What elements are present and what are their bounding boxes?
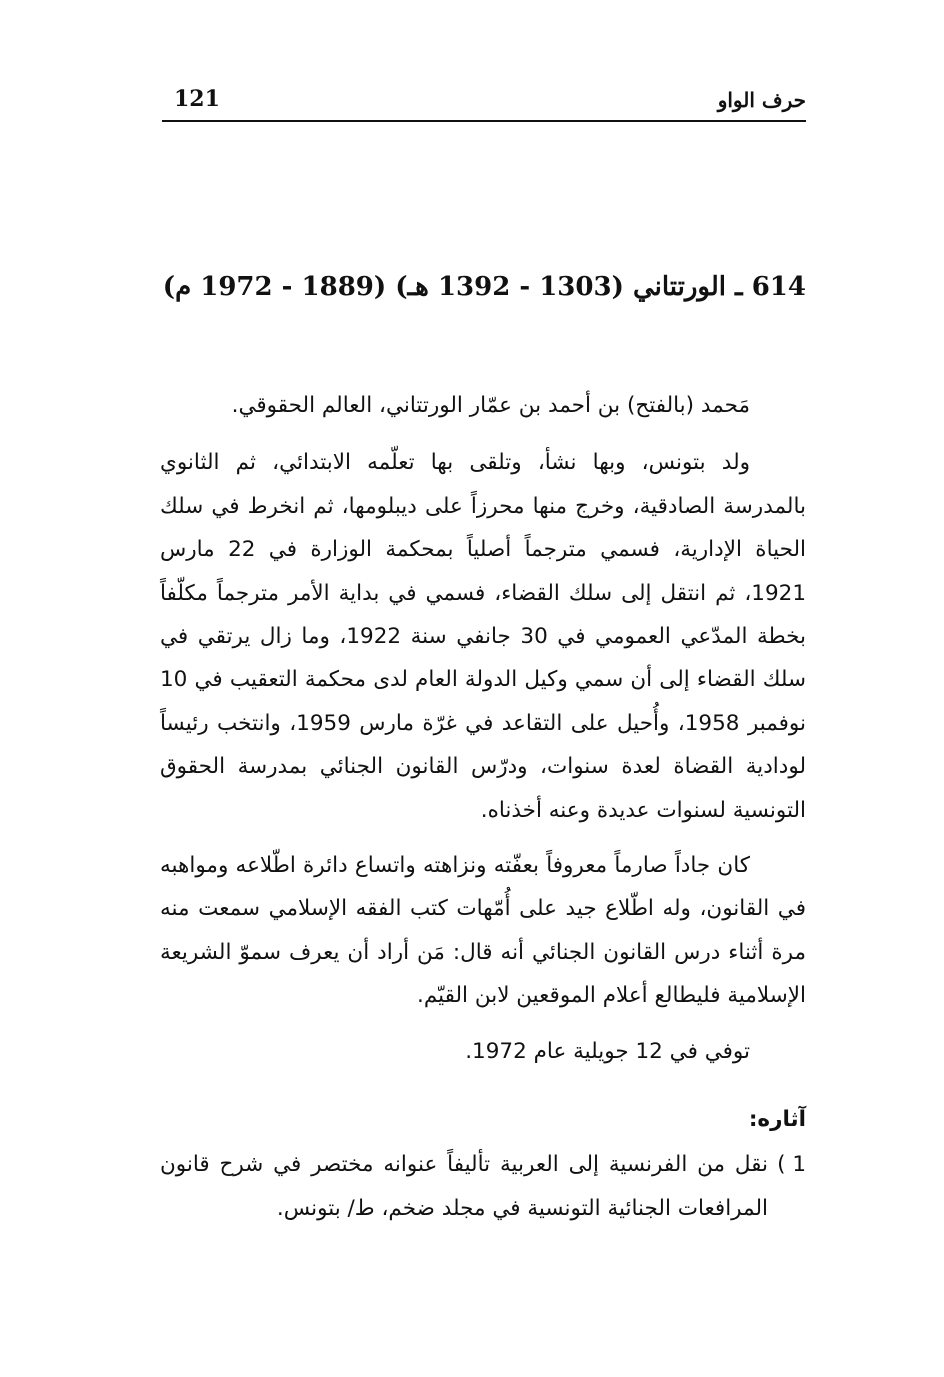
entry-biography-paragraph: ولد بتونس، وبها نشأ، وتلقى بها تعلّمه الابتدائي، ثم الثانوي بالمدرسة الصادقية، وخرج منها محرزاً على ديبلومها، ثم انخرط في سلك الحياة الإدارية، فسمي مترجماً أصلياً بمحكمة الوزارة في 22 مارس 1921، ثم انتقل إلى سلك القضاء، فسمي في بداية الأمر مترجماً مكلّفاً بخطة المدّعي العمومي في 30 جانفي سنة 1922، وما زال يرتقي في سلك القضاء إلى أن سمي وكيل الدولة العام لدى محكمة التعقيب في 10 نوفمبر 1958، وأُحيل على التقاعد في غرّة مارس 1959، وانتخب رئيساً لودادية القضاة لعدة سنوات، ودرّس القانون الجنائي بمدرسة الحقوق التونسية لسنوات عديدة وعنه أخذناه. bbox=[160, 450, 807, 823]
running-title: حرف الواو bbox=[717, 88, 806, 112]
works-list-item bbox=[160, 1143, 806, 1230]
entry-body bbox=[160, 384, 806, 1085]
entry-intro-paragraph: مَحمد (بالفتح) بن أحمد بن عمّار الورتتاني، العالم الحقوقي. bbox=[231, 393, 750, 418]
entry-heading: 614 ـ الورتتاني (1303 - 1392 هـ) (1889 - 1972 م) bbox=[162, 272, 806, 302]
works-item-text: نقل من الفرنسية إلى العربية تأليفاً عنوانه مختصر في شرح قانون المرافعات الجنائية التونسية في مجلد ضخم، ط/ بتونس. bbox=[160, 1152, 768, 1221]
entry-death-paragraph: توفي في 12 جويلية عام 1972. bbox=[465, 1038, 750, 1064]
works-section bbox=[160, 1098, 806, 1230]
works-label: آثاره: bbox=[748, 1107, 806, 1132]
running-head bbox=[162, 84, 806, 122]
works-item-number: 1 ) bbox=[777, 1152, 806, 1178]
entry-character-paragraph: كان جاداً صارماً معروفاً بعفّته ونزاهته واتساع دائرة اطّلاعه ومواهبه في القانون، وله اطّلاع جيد على أُمّهات كتب الفقه الإسلامي سمعت منه مرة أثناء درس القانون الجنائي أنه قال: مَن أراد أن يعرف سموّ الشريعة الإسلامية فليطالع أعلام الموقعين لابن القيّم. bbox=[160, 853, 806, 1009]
page-number: 121 bbox=[174, 86, 220, 112]
